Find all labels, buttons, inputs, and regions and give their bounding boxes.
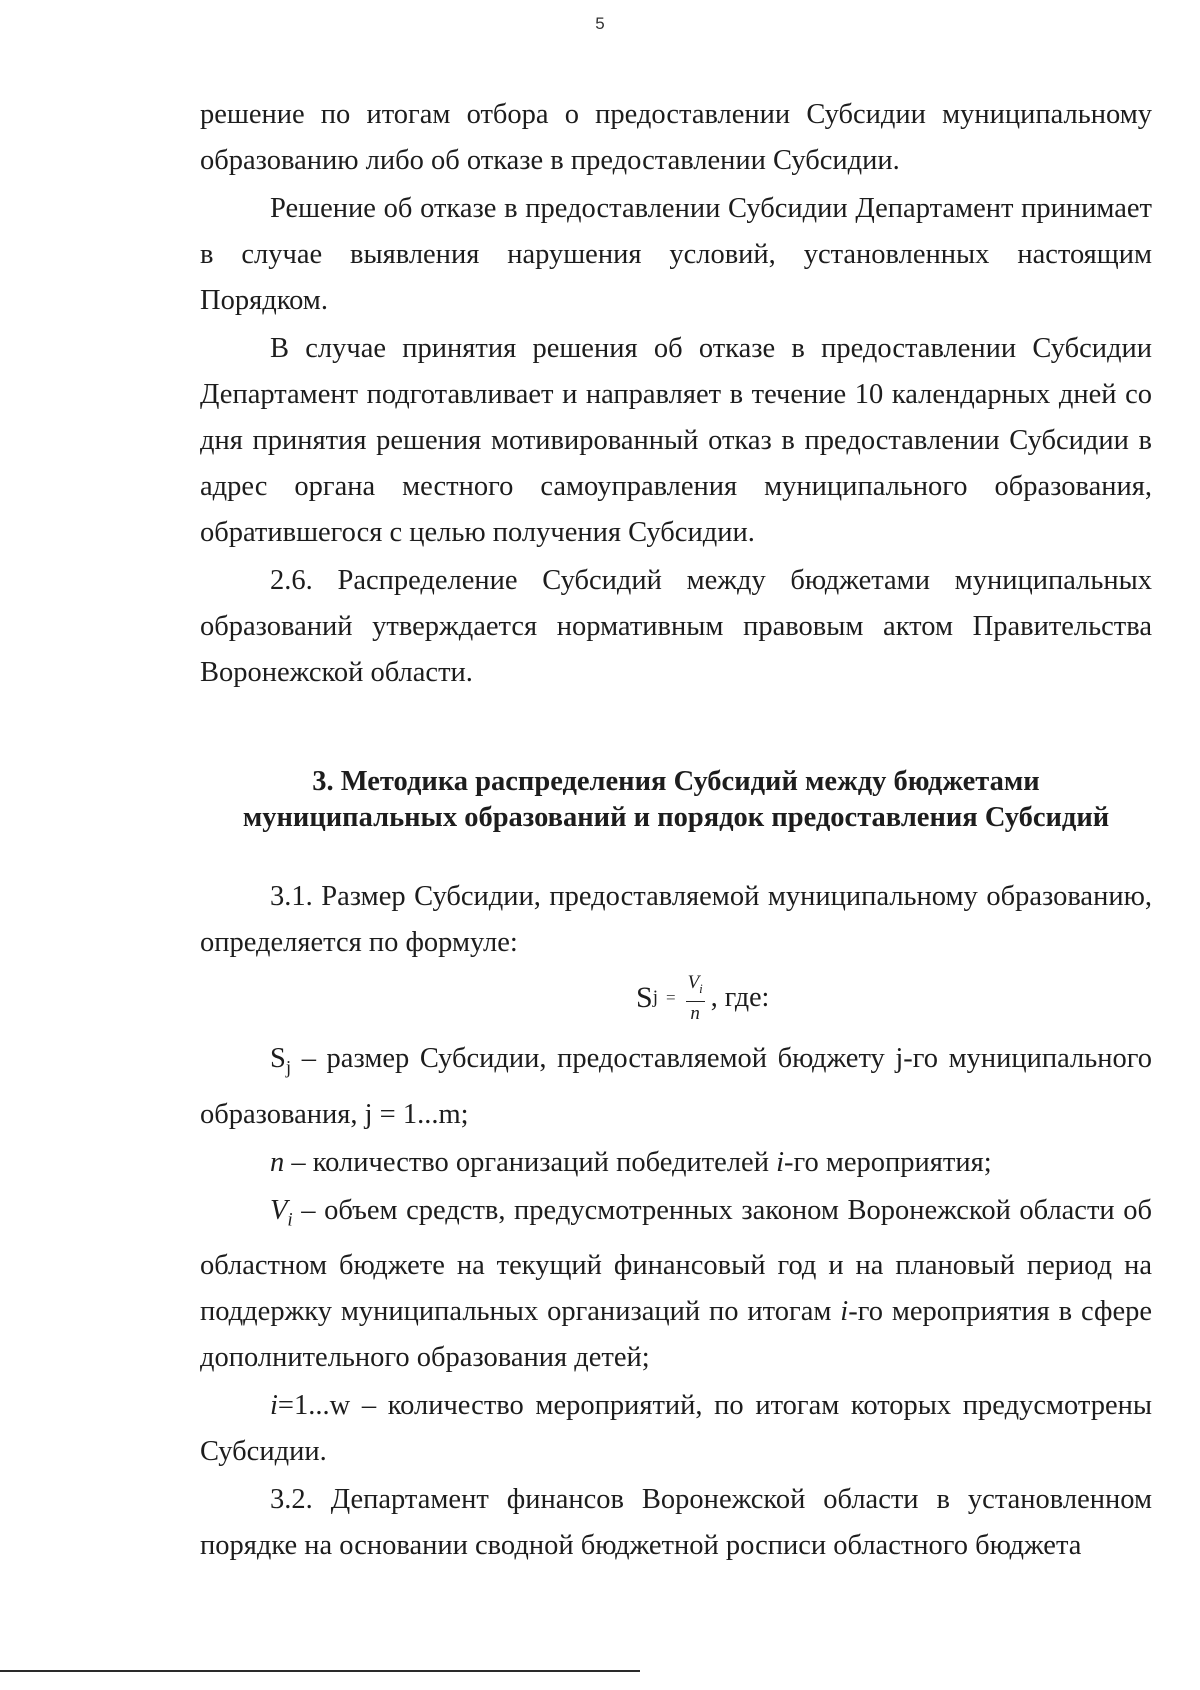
- section-3-title: [200, 764, 1152, 836]
- definition-s: $S_j$ – размер Субсидии, предоставляемой бюджету j-го муниципального образования, j = 1...m;: [200, 1043, 1152, 1130]
- formula-denominator: n: [690, 1002, 700, 1024]
- paragraph-2-6: 2.6. Распределение Субсидий между бюджетами муниципальных образований утверждается нормативным правовым актом Правительства Воронежской области.: [200, 565, 1152, 688]
- subsidy-formula: [200, 968, 1152, 1036]
- paragraph-3-2: 3.2. Департамент финансов Воронежской области в установленном порядке на основании сводной бюджетной росписи областного бюджета: [200, 1484, 1152, 1562]
- formula-where: , где:: [710, 982, 770, 1014]
- page-number: 5: [595, 14, 605, 33]
- paragraph-refusal-notice: В случае принятия решения об отказе в предоставлении Субсидии Департамент подготавливает и направляет в течение 10 календарных дней со дня принятия решения мотивированный отказ в предоставлении Субсидии в адрес органа местного самоуправления муниципального образования, обратившегося с целью получения Субсидии.: [200, 333, 1152, 548]
- formula-numerator: $V_i$: [686, 972, 705, 1002]
- paragraph-refusal: Решение об отказе в предоставлении Субсидии Департамент принимает в случае выявления нарушения условий, установленных настоящим Порядком.: [200, 193, 1152, 316]
- formula-equals: =: [665, 988, 676, 1008]
- definition-v: $V_i$ – объем средств, предусмотренных законом Воронежской области об областном бюджете на текущий финансовый год и на плановый период на поддержку муниципальных организаций по итогам i-го мероприятия в сфере дополнительного образования детей;: [200, 1194, 1152, 1374]
- paragraph-decision: решение по итогам отбора о предоставлении Субсидии муниципальному образованию либо об отказе в предоставлении Субсидии.: [200, 99, 1152, 176]
- bottom-rule: [0, 1670, 640, 1672]
- section-3-title-line-2: муниципальных образований и порядок предоставления Субсидий: [242, 802, 1110, 833]
- formula-fraction: [686, 972, 705, 1025]
- section-3-title-line-1: 3. Методика распределения Субсидий между бюджетами: [312, 766, 1040, 797]
- definition-i: i=1...w – количество мероприятий, по итогам которых предусмотрены Субсидии.: [200, 1390, 1152, 1468]
- formula-lhs: S: [636, 981, 653, 1015]
- definition-n: n – количество организаций победителей i-го мероприятия;: [270, 1146, 992, 1178]
- formula-lhs-subscript: j: [652, 987, 658, 1009]
- paragraph-3-1: 3.1. Размер Субсидии, предоставляемой муниципальному образованию, определяется по формуле:: [200, 881, 1152, 958]
- document-body: [200, 92, 1152, 1569]
